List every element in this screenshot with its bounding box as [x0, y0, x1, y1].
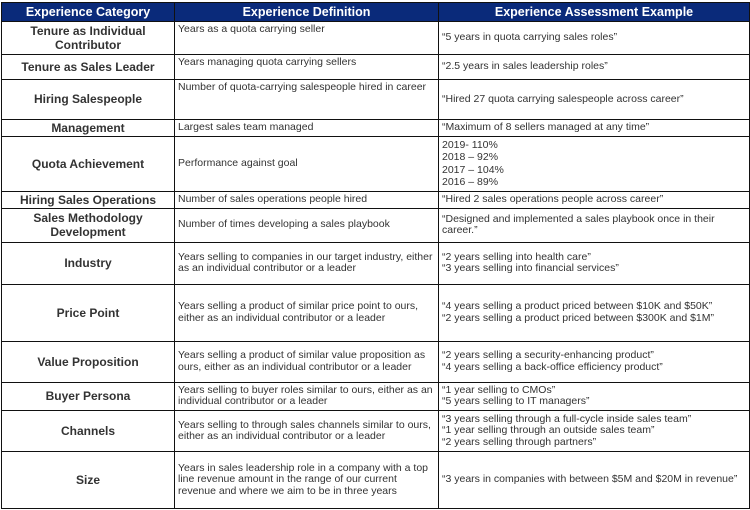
- table-row: [2, 410, 750, 451]
- definition-cell: Years selling to buyer roles similar to ours, either as an individual contributor or a leader: [175, 383, 439, 411]
- table-row: [2, 285, 750, 342]
- example-line: “Hired 2 sales operations people across career”: [442, 193, 664, 206]
- example-line: 2019- 110%: [442, 138, 498, 151]
- definition-cell: Years selling to through sales channels similar to ours, either as an individual contributor or a leader: [175, 410, 439, 451]
- table-row: [2, 79, 750, 119]
- example-line: “Maximum of 8 sellers managed at any time”: [442, 121, 650, 133]
- category-cell: Sales Methodology Development: [2, 208, 175, 242]
- example-cell: [439, 192, 750, 209]
- example-line: “1 year selling through an outside sales team”: [442, 424, 655, 437]
- category-cell: Tenure as Individual Contributor: [2, 22, 175, 55]
- example-cell: [439, 79, 750, 119]
- example-cell: [439, 55, 750, 80]
- example-line: “Hired 27 quota carrying salespeople across career”: [442, 92, 684, 105]
- definition-cell: Years selling a product of similar price point to ours, either as an individual contributor or a leader: [175, 285, 439, 342]
- example-cell: [439, 136, 750, 192]
- table-row: [2, 55, 750, 80]
- definition-cell: Number of times developing a sales playbook: [175, 208, 439, 242]
- definition-cell: Years as a quota carrying seller: [175, 22, 439, 55]
- example-line: “1 year selling to CMOs”: [442, 383, 556, 396]
- experience-table: [1, 2, 750, 509]
- example-line: “3 years selling through a full-cycle inside sales team”: [442, 412, 692, 425]
- category-cell: Hiring Salespeople: [2, 79, 175, 119]
- example-line: 2018 – 92%: [442, 151, 499, 164]
- example-line: “2 years selling a product priced between $300K and $1M”: [442, 311, 714, 324]
- category-cell: Value Proposition: [2, 341, 175, 382]
- category-cell: Quota Achievement: [2, 136, 175, 192]
- example-line: “5 years in quota carrying sales roles”: [442, 31, 618, 44]
- example-line: 2017 – 104%: [442, 163, 504, 176]
- example-cell: [439, 410, 750, 451]
- definition-cell: Years selling a product of similar value proposition as ours, either as an individual contributor or a leader: [175, 341, 439, 382]
- category-cell: Tenure as Sales Leader: [2, 55, 175, 80]
- definition-cell: Number of quota-carrying salespeople hired in career: [175, 79, 439, 119]
- table-row: [2, 208, 750, 242]
- example-cell: [439, 242, 750, 284]
- example-cell: [439, 120, 750, 137]
- example-cell: [439, 208, 750, 242]
- header-experience-definition: Experience Definition: [175, 3, 439, 22]
- example-line: “2 years selling through partners”: [442, 435, 597, 448]
- example-line: “3 years selling into financial services”: [442, 262, 619, 275]
- category-cell: Channels: [2, 410, 175, 451]
- example-cell: [439, 341, 750, 382]
- definition-cell: Performance against goal: [175, 136, 439, 192]
- example-line: 2016 – 89%: [442, 176, 499, 189]
- definition-cell: Number of sales operations people hired: [175, 192, 439, 209]
- header-experience-category: Experience Category: [2, 3, 175, 22]
- category-cell: Industry: [2, 242, 175, 284]
- example-line: “2.5 years in sales leadership roles”: [442, 60, 608, 73]
- example-line: “5 years selling to IT managers”: [442, 395, 590, 408]
- category-cell: Size: [2, 452, 175, 509]
- table-row: [2, 341, 750, 382]
- header-assessment-example: Experience Assessment Example: [439, 3, 750, 22]
- example-cell: [439, 285, 750, 342]
- header-row: [2, 3, 750, 22]
- example-line: “2 years selling a security-enhancing product”: [442, 349, 654, 362]
- example-cell: [439, 452, 750, 509]
- definition-cell: Years selling to companies in our target industry, either as an individual contributor or a leader: [175, 242, 439, 284]
- example-line: “2 years selling into health care”: [442, 250, 591, 263]
- table-row: [2, 22, 750, 55]
- example-line: “4 years selling a back-office efficiency product”: [442, 360, 663, 373]
- table-row: [2, 136, 750, 192]
- example-line: “3 years in companies with between $5M and $20M in revenue”: [442, 473, 738, 486]
- table-row: [2, 383, 750, 411]
- definition-cell: Largest sales team managed: [175, 120, 439, 137]
- definition-cell: Years managing quota carrying sellers: [175, 55, 439, 80]
- example-cell: [439, 22, 750, 55]
- category-cell: Hiring Sales Operations: [2, 192, 175, 209]
- category-cell: Price Point: [2, 285, 175, 342]
- table-row: [2, 242, 750, 284]
- example-line: “4 years selling a product priced between $10K and $50K”: [442, 300, 713, 313]
- category-cell: Buyer Persona: [2, 383, 175, 411]
- example-cell: [439, 383, 750, 411]
- table-row: [2, 452, 750, 509]
- category-cell: Management: [2, 120, 175, 137]
- example-line: “Designed and implemented a sales playbook once in their career.”: [442, 212, 715, 237]
- table-row: [2, 120, 750, 137]
- table-row: [2, 192, 750, 209]
- definition-cell: Years in sales leadership role in a company with a top line revenue amount in the range of our current revenue and where we aim to be in three years: [175, 452, 439, 509]
